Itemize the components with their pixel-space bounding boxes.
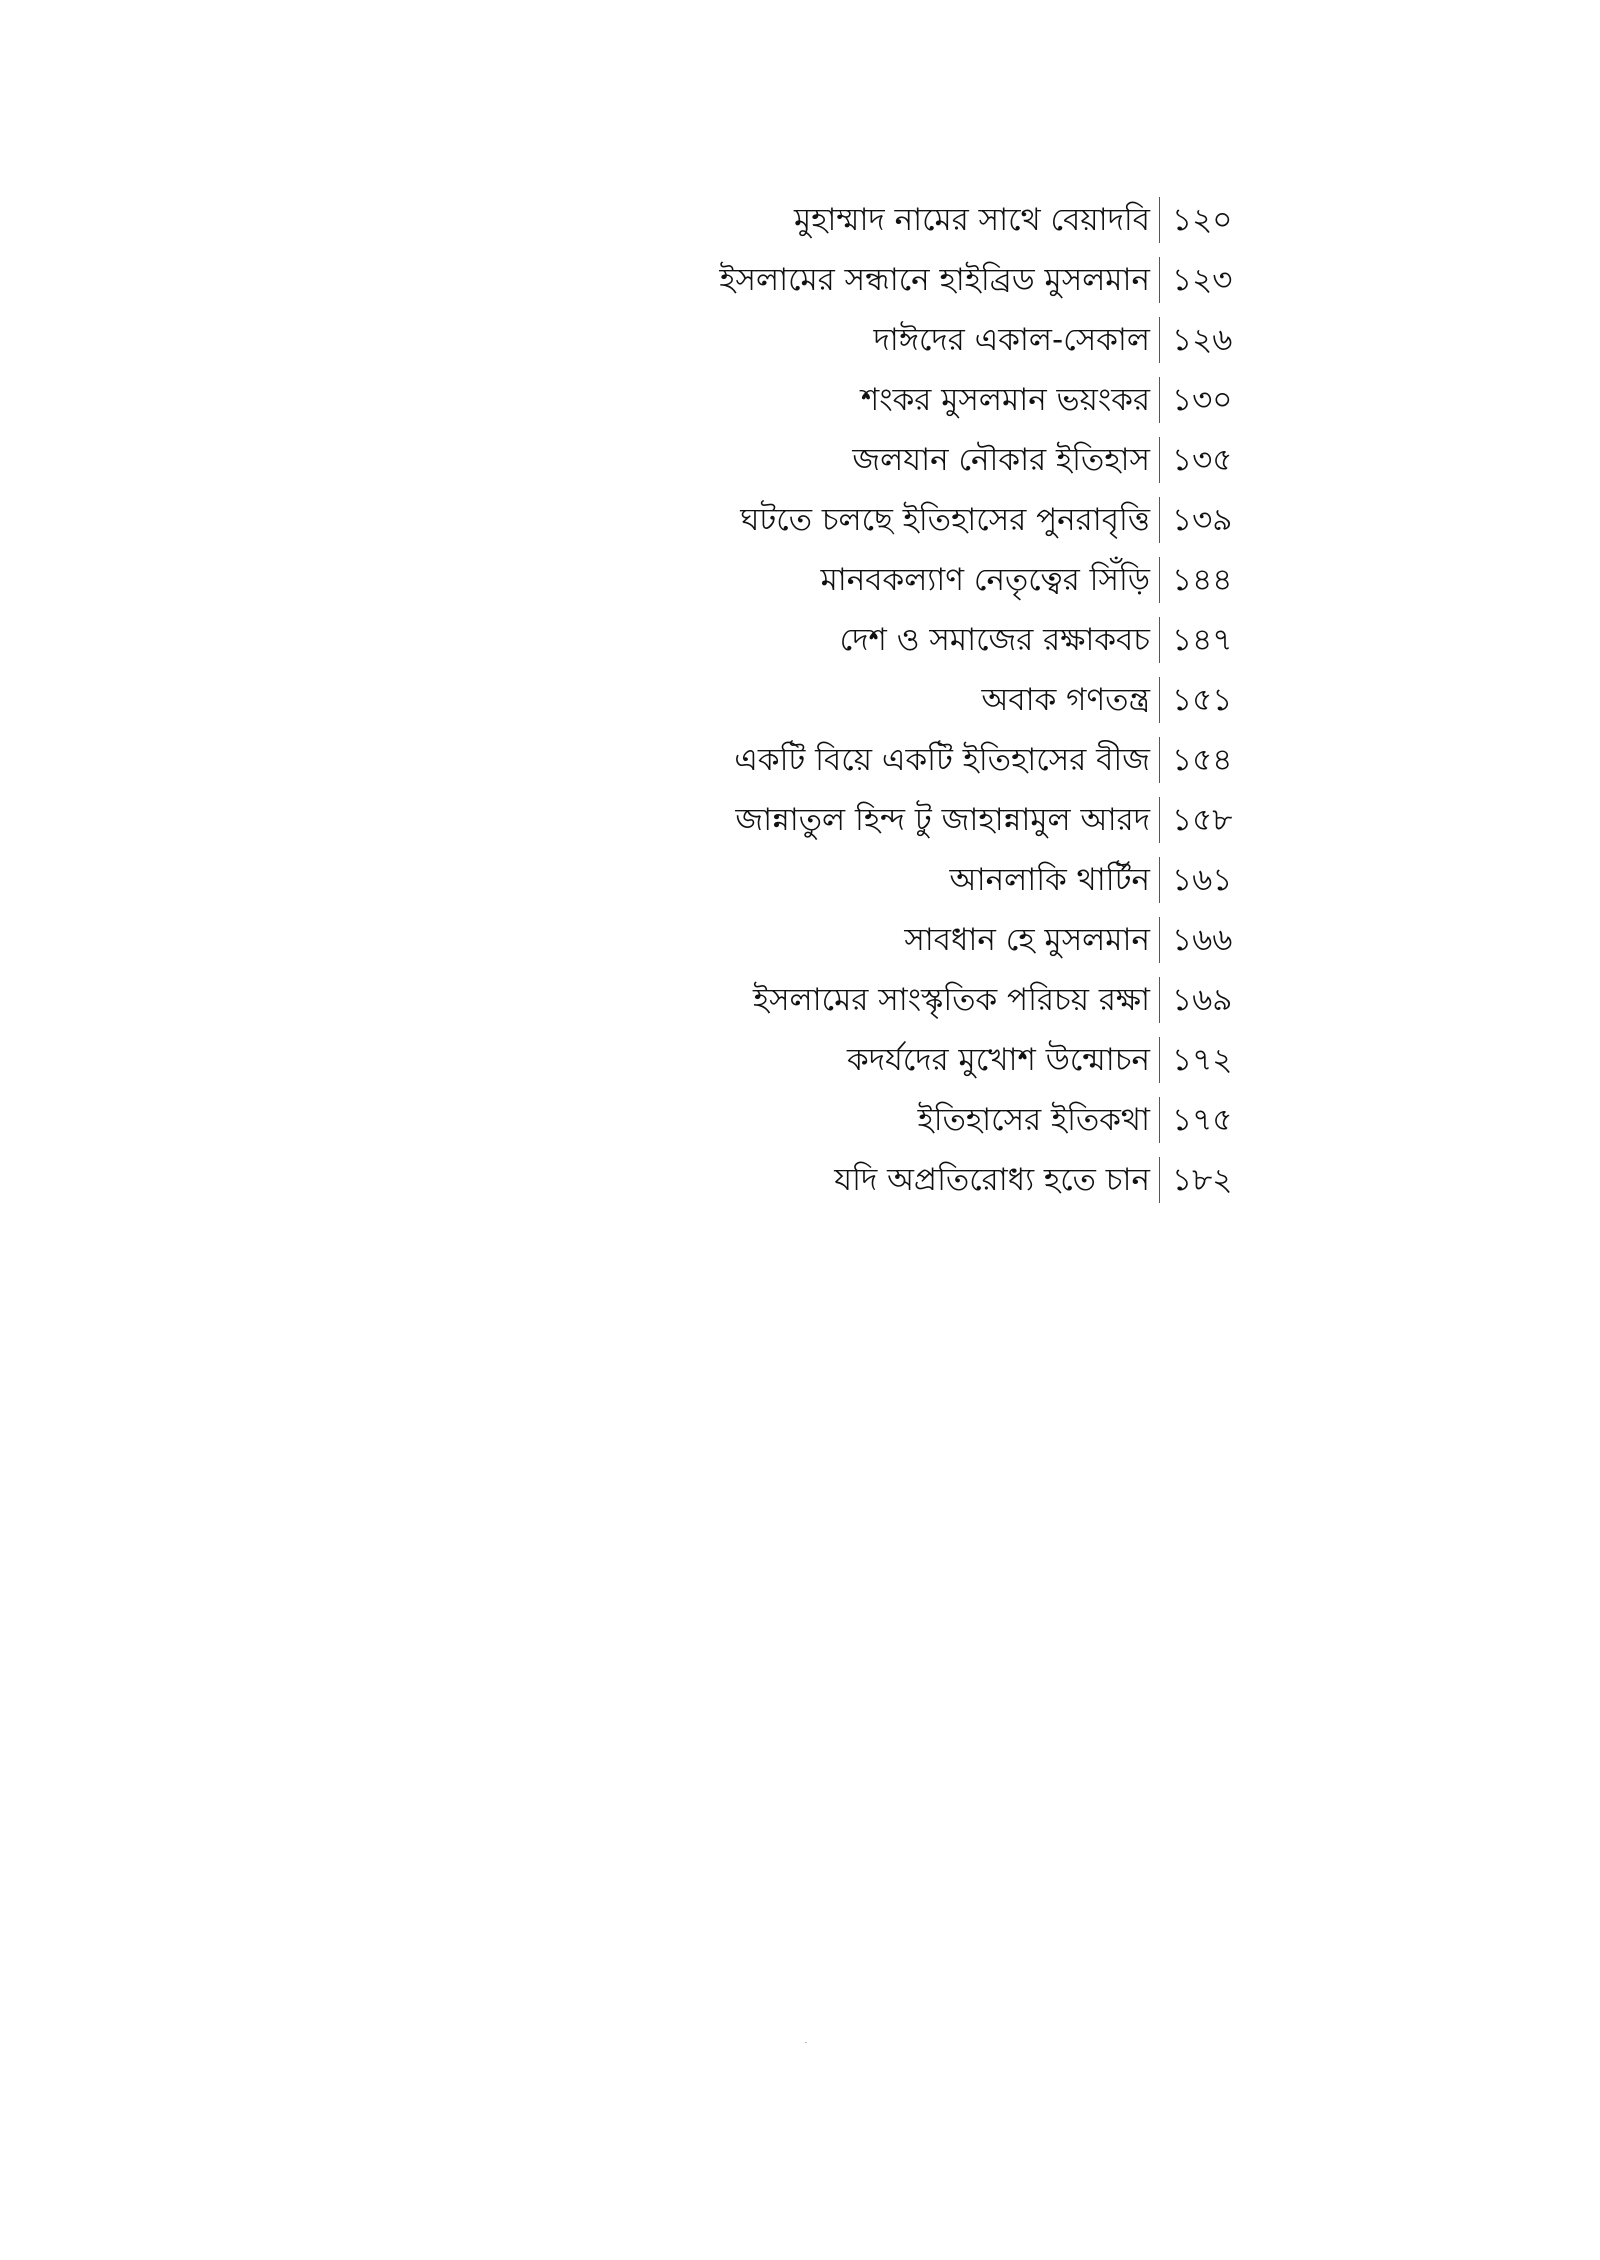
toc-entry bbox=[0, 670, 1600, 730]
toc-entry bbox=[0, 250, 1600, 310]
toc-entry bbox=[0, 370, 1600, 430]
toc-entry-title: দেশ ও সমাজের রক্ষাকবচ bbox=[839, 622, 1150, 658]
toc-entry-page: ১৩৯ bbox=[1172, 502, 1233, 538]
toc-entry-title: মুহাম্মাদ নামের সাথে বেয়াদবি bbox=[793, 202, 1150, 238]
toc-entry-title: ইসলামের সন্ধানে হাইব্রিড মুসলমান bbox=[719, 262, 1150, 298]
toc-entry bbox=[0, 730, 1600, 790]
toc-entry bbox=[0, 490, 1600, 550]
toc-entry bbox=[0, 1090, 1600, 1150]
toc-entry-page: ১৩০ bbox=[1172, 382, 1233, 418]
toc-entry-page: ১৪৭ bbox=[1172, 622, 1233, 658]
toc-entry-page: ১৩৫ bbox=[1172, 442, 1233, 478]
toc-entry-title: অবাক গণতন্ত্র bbox=[981, 682, 1150, 718]
toc-entry-title: জলযান নৌকার ইতিহাস bbox=[852, 442, 1150, 478]
toc-divider bbox=[1159, 617, 1160, 663]
toc-entry-page: ১২৬ bbox=[1172, 322, 1233, 358]
toc-entry bbox=[0, 850, 1600, 910]
toc-divider bbox=[1159, 1157, 1160, 1203]
toc-divider bbox=[1159, 857, 1160, 903]
toc-divider bbox=[1159, 557, 1160, 603]
toc-entry-title: সাবধান হে মুসলমান bbox=[904, 922, 1150, 958]
toc-entry-page: ১৫১ bbox=[1172, 682, 1233, 718]
toc-entry-title: দাঈদের একাল-সেকাল bbox=[873, 322, 1150, 358]
toc-entry bbox=[0, 610, 1600, 670]
toc-entry-page: ১৬১ bbox=[1172, 862, 1233, 898]
toc-entry-page: ১৭৫ bbox=[1172, 1102, 1233, 1138]
toc-divider bbox=[1159, 437, 1160, 483]
toc-entry-page: ১৭২ bbox=[1172, 1042, 1233, 1078]
toc-entry bbox=[0, 970, 1600, 1030]
toc-entry bbox=[0, 1150, 1600, 1210]
toc-entry-page: ১৪৪ bbox=[1172, 562, 1233, 598]
toc-divider bbox=[1159, 257, 1160, 303]
toc-entry bbox=[0, 550, 1600, 610]
toc-divider bbox=[1159, 1037, 1160, 1083]
toc-entry-page: ১২০ bbox=[1172, 202, 1233, 238]
toc-entry bbox=[0, 910, 1600, 970]
toc-divider bbox=[1159, 737, 1160, 783]
toc-entry-page: ১২৩ bbox=[1172, 262, 1233, 298]
toc-entry bbox=[0, 430, 1600, 490]
toc-divider bbox=[1159, 977, 1160, 1023]
toc-entry bbox=[0, 310, 1600, 370]
toc-entry-title: যদি অপ্রতিরোধ্য হতে চান bbox=[834, 1162, 1150, 1198]
table-of-contents bbox=[0, 190, 1600, 1210]
toc-divider bbox=[1159, 497, 1160, 543]
toc-divider bbox=[1159, 797, 1160, 843]
toc-divider bbox=[1159, 197, 1160, 243]
toc-entry-page: ১৮২ bbox=[1172, 1162, 1233, 1198]
toc-entry-title: মানবকল্যাণ নেতৃত্বের সিঁড়ি bbox=[820, 562, 1150, 598]
toc-divider bbox=[1159, 317, 1160, 363]
toc-divider bbox=[1159, 377, 1160, 423]
toc-entry-title: শংকর মুসলমান ভয়ংকর bbox=[860, 382, 1150, 418]
scan-speck bbox=[805, 2042, 807, 2043]
toc-entry bbox=[0, 1030, 1600, 1090]
toc-entry-title: জান্নাতুল হিন্দ টু জাহান্নামুল আরদ bbox=[735, 802, 1150, 838]
toc-entry-page: ১৬৯ bbox=[1172, 982, 1233, 1018]
toc-divider bbox=[1159, 677, 1160, 723]
toc-entry-title: ইতিহাসের ইতিকথা bbox=[917, 1102, 1150, 1138]
toc-divider bbox=[1159, 917, 1160, 963]
toc-divider bbox=[1159, 1097, 1160, 1143]
toc-entry-page: ১৫৪ bbox=[1172, 742, 1233, 778]
toc-entry-title: ইসলামের সাংস্কৃতিক পরিচয় রক্ষা bbox=[752, 982, 1150, 1018]
toc-entry-title: আনলাকি থার্টিন bbox=[949, 862, 1150, 898]
toc-entry-title: একটি বিয়ে একটি ইতিহাসের বীজ bbox=[734, 742, 1150, 778]
toc-entry-page: ১৬৬ bbox=[1172, 922, 1233, 958]
toc-entry-title: কদর্যদের মুখোশ উন্মোচন bbox=[847, 1042, 1150, 1078]
toc-entry-page: ১৫৮ bbox=[1172, 802, 1233, 838]
toc-entry-title: ঘটতে চলছে ইতিহাসের পুনরাবৃত্তি bbox=[740, 502, 1150, 538]
toc-entry bbox=[0, 190, 1600, 250]
toc-entry bbox=[0, 790, 1600, 850]
